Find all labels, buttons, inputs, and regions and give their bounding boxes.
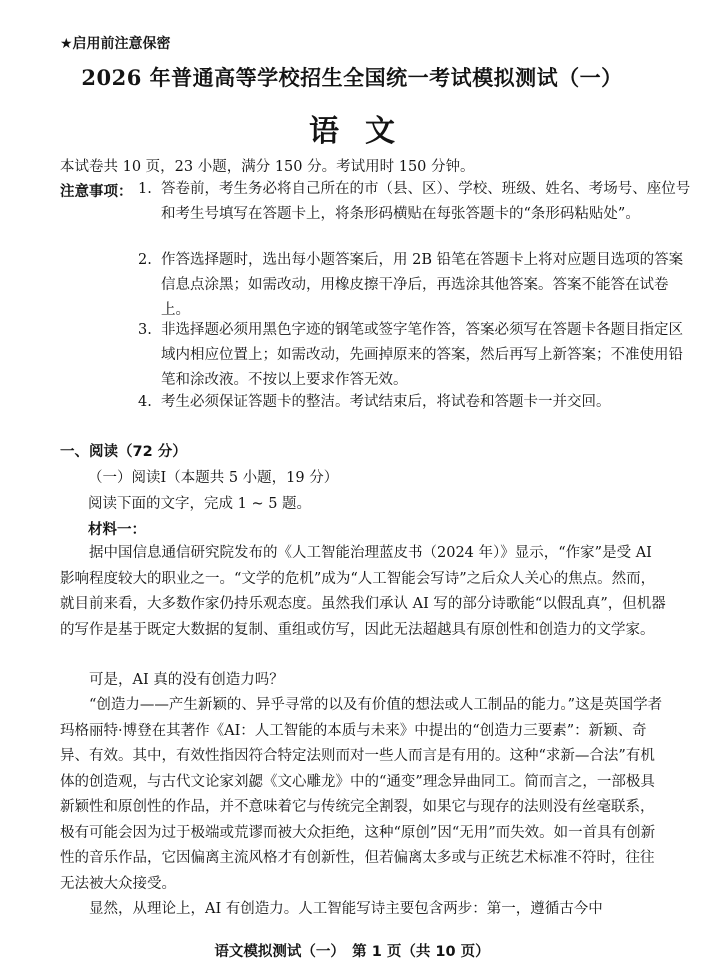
note-text: 考生必须保证答题卡的整洁。考试结束后，将试卷和答题卡一并交回。 [161,394,611,410]
page-footer: 语文模拟测试（一） 第 1 页（共 10 页） [214,944,490,960]
body-paragraph: “创造力——产生新颖的、异乎寻常的以及有价值的想法或人工制品的能力。”这是英国学者玛格丽特·博登在其著作《AI：人工智能的本质与未来》中提出的“创造力三要素”：新颖、奇异、有效。其中，有效性指因符合特定法则而对一些人而言是有用的。这种“求新—合法”有机体的创造观，与古代文论家刘勰《文心雕龙》中的“通变”理念异曲同工。简而言之，一部极具新颖性和原创性的作品，并不意味着它与传统完全割裂，如果它与现存的法则没有丝毫联系，极有可能会因为过于极端或荒谬而被大众拒绝，这种“原创”因“无用”而失效。如一首具有创新性的音乐作品，它因偏离主流风格才有创新性，但若偏离太多或与正统艺术标准不符时，往往无法被大众接受。 [60,697,663,892]
material-label: 材料一： [88,522,146,538]
reading-instruction: 阅读下面的文字，完成 1 ~ 5 题。 [88,496,312,512]
note-text: 非选择题必须用黑色字迹的钢笔或签字笔作答，答案必须写在答题卡各题目指定区域内相应位置上；如需改动，先画掉原来的答案，然后再写上新答案；不准使用铅笔和涂改液。不按以上要求作答无效。 [161,322,683,388]
body-paragraph: 可是，AI 真的没有创造力吗？ [89,672,284,688]
body-paragraph: 据中国信息通信研究院发布的《人工智能治理蓝皮书（2024 年）》显示，“作家”是受 AI 影响程度较大的职业之一。“文学的危机”成为“人工智能会写诗”之后众人关心的焦点。然而，就目前来看，大多数作家仍持乐观态度。虽然我们承认 AI 写的部分诗歌能“以假乱真”，但机器的写作是基于既定大数据的复制、重组或仿写，因此无法超越具有原创性和创造力的文学家。 [60,545,666,638]
note-number: 3. [138,322,152,338]
paper-summary: 本试卷共 10 页，23 小题，满分 150 分。考试用时 150 分钟。 [60,159,475,175]
sub-section-heading: （一）阅读Ⅰ（本题共 5 小题，19 分） [88,470,339,486]
section-heading: 一、阅读（72 分） [60,444,187,460]
subject-title: 语文 [309,114,421,149]
note-text: 作答选择题时，选出每小题答案后，用 2B 铅笔在答题卡上将对应题目选项的答案信息点涂黑；如需改动，用橡皮擦干净后，再选涂其他答案。答案不能答在试卷上。 [161,252,684,318]
note-text: 答卷前，考生务必将自己所在的市（县、区）、学校、班级、姓名、考场号、座位号和考生号填写在答题卡上，将条形码横贴在每张答题卡的“条形码粘贴处”。 [161,181,691,222]
confidential-marker: ★启用前注意保密 [60,36,171,52]
exam-title: 2026 年普通高等学校招生全国统一考试模拟测试（一） [81,65,623,90]
note-number: 1. [138,181,152,197]
body-paragraph: 显然，从理论上，AI 有创造力。人工智能写诗主要包含两步：第一，遵循古今中 [89,901,603,917]
note-number: 4. [138,394,152,410]
notes-label: 注意事项： [60,184,133,200]
note-number: 2. [138,252,152,268]
